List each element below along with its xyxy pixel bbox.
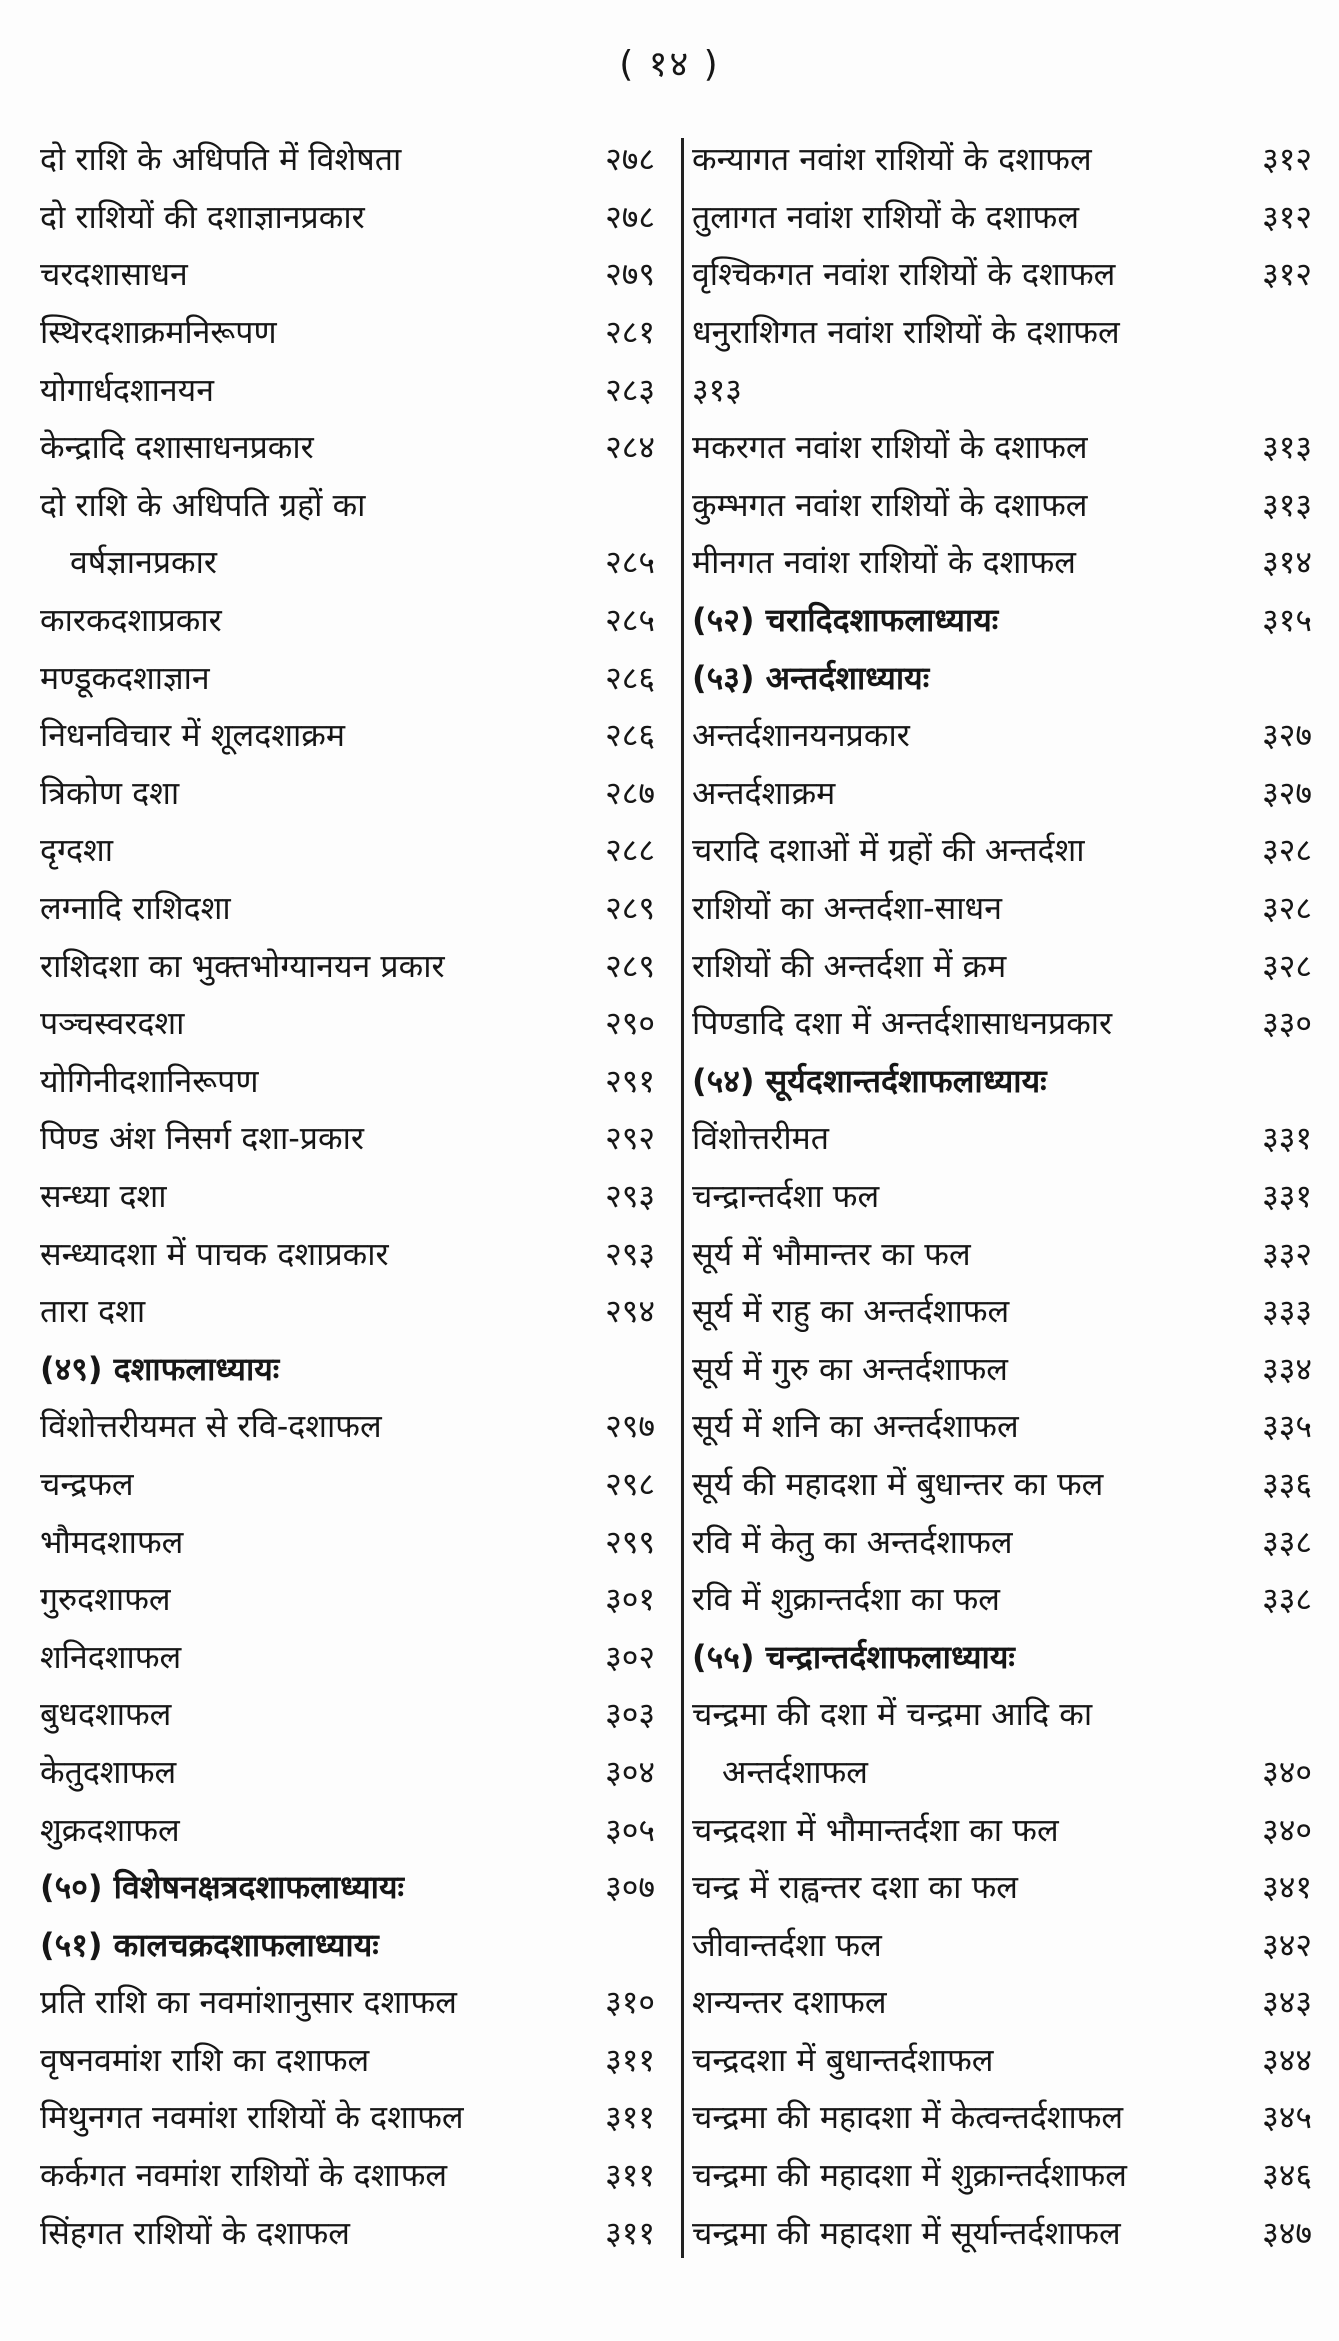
toc-entry: [40, 879, 655, 937]
toc-entry-page: ३०४: [605, 1752, 655, 1791]
toc-entry-title: (५०) विशेषनक्षत्रदशाफलाध्यायः: [40, 1868, 404, 1907]
toc-entry-title: (४९) दशाफलाध्यायः: [40, 1349, 280, 1388]
toc-entry: [692, 994, 1312, 1052]
toc-entry-title: चन्द्रमा की महादशा में केत्वन्तर्दशाफल: [692, 2098, 1124, 2137]
toc-entry-page: ३३४: [1262, 1349, 1312, 1388]
toc-entry-page: ३१०: [605, 1983, 655, 2022]
toc-entry-title: निधनविचार में शूलदशाक्रम: [40, 716, 345, 755]
toc-entry-title: सूर्य में गुरु का अन्तर्दशाफल: [692, 1349, 1008, 1388]
toc-entry-page: २९७: [605, 1407, 655, 1446]
toc-entry-page: २८९: [605, 946, 655, 985]
toc-entry-title: प्रति राशि का नवमांशानुसार दशाफल: [40, 1983, 457, 2022]
toc-entry: [40, 245, 655, 303]
toc-entry: [692, 1339, 1312, 1397]
toc-entry: [40, 188, 655, 246]
page-number: ( १४ ): [619, 44, 720, 85]
toc-entry-title: (५३) अन्तर्दशाध्यायः: [692, 658, 930, 697]
toc-entry-page: २८३: [605, 370, 655, 409]
toc-entry-title: लग्नादि राशिदशा: [40, 889, 231, 928]
toc-entry-page: २९८: [605, 1464, 655, 1503]
toc-entry: [40, 706, 655, 764]
toc-entry-title: मकरगत नवांश राशियों के दशाफल: [692, 428, 1088, 467]
toc-entry-title: जीवान्तर्दशा फल: [692, 1925, 882, 1964]
toc-entry: [692, 1570, 1312, 1628]
toc-entry-page: २९३: [605, 1176, 655, 1215]
toc-entry-page: २९३: [605, 1234, 655, 1273]
toc-entry: [692, 2031, 1312, 2089]
toc-entry-title: चन्द्रफल: [40, 1464, 134, 1503]
toc-entry: [40, 1282, 655, 1340]
toc-entry-title: दो राशि के अधिपति ग्रहों का: [40, 485, 366, 524]
toc-entry: [692, 1224, 1312, 1282]
toc-entry-title: (५४) सूर्यदशान्तर्दशाफलाध्यायः: [692, 1061, 1047, 1100]
toc-entry-page: ३४७: [1262, 2213, 1312, 2252]
toc-entry-title: दो राशियों की दशाज्ञानप्रकार: [40, 197, 365, 236]
toc-entry: [40, 1167, 655, 1225]
toc-entry: [692, 1512, 1312, 1570]
toc-entry-page: २९२: [605, 1119, 655, 1158]
toc-entry-page: २८६: [605, 716, 655, 755]
toc-entry: [40, 1685, 655, 1743]
toc-entry: [692, 764, 1312, 822]
toc-entry: [40, 821, 655, 879]
toc-entry-title: बुधदशाफल: [40, 1695, 172, 1734]
toc-entry: [40, 1800, 655, 1858]
toc-entry: [692, 2203, 1312, 2261]
toc-entry-page: ३४४: [1262, 2040, 1312, 2079]
toc-entry-page: २८५: [605, 601, 655, 640]
toc-entry: [692, 1973, 1312, 2031]
toc-entry-title: त्रिकोण दशा: [40, 773, 180, 812]
toc-entry-page: ३४२: [1262, 1925, 1312, 1964]
column-divider: [681, 138, 684, 2258]
toc-entry-page: ३०३: [605, 1695, 655, 1734]
chapter-heading: [692, 648, 1312, 706]
toc-entry-title: तुलागत नवांश राशियों के दशाफल: [692, 197, 1080, 236]
toc-entry-title: चन्द्रमा की महादशा में शुक्रान्तर्दशाफल: [692, 2156, 1127, 2195]
toc-entry-page: २८५: [605, 543, 655, 582]
toc-entry: [692, 360, 1312, 418]
toc-entry-page: ३२८: [1262, 946, 1312, 985]
toc-entry: [692, 1109, 1312, 1167]
toc-entry-title: दृग्दशा: [40, 831, 114, 870]
toc-entry-page: ३१२: [1262, 140, 1312, 179]
toc-entry: [40, 533, 655, 591]
toc-entry-page: ३०१: [605, 1580, 655, 1619]
toc-entry-page: ३०५: [605, 1810, 655, 1849]
toc-entry-title: भौमदशाफल: [40, 1522, 184, 1561]
toc-entry-title: विंशोत्तरीमत: [692, 1119, 829, 1158]
toc-entry-page: ३३२: [1262, 1234, 1312, 1273]
toc-entry-page: ३१५: [1262, 601, 1312, 640]
chapter-heading: [692, 1627, 1312, 1685]
toc-entry-page: २८८: [605, 831, 655, 870]
toc-entry: [692, 476, 1312, 534]
right-column: [692, 130, 1312, 2261]
toc-entry: [40, 1109, 655, 1167]
toc-entry-title: गुरुदशाफल: [40, 1580, 171, 1619]
toc-entry: [40, 2088, 655, 2146]
toc-entry-page: २८९: [605, 889, 655, 928]
toc-entry-title: कुम्भगत नवांश राशियों के दशाफल: [692, 485, 1088, 524]
chapter-heading: [40, 1915, 655, 1973]
toc-entry: [692, 1685, 1312, 1743]
toc-entry-title: वृषनवमांश राशि का दशाफल: [40, 2040, 370, 2079]
toc-entry-page: २९४: [605, 1292, 655, 1331]
toc-entry: [692, 1167, 1312, 1225]
toc-entry: [40, 1973, 655, 2031]
toc-entry-title: कारकदशाप्रकार: [40, 601, 222, 640]
toc-entry-title: केतुदशाफल: [40, 1752, 177, 1791]
toc-entry-page: ३१३: [1262, 428, 1312, 467]
toc-entry-page: ३११: [605, 2040, 655, 2079]
toc-entry-page: ३१२: [1262, 197, 1312, 236]
toc-entry: [692, 706, 1312, 764]
toc-entry-title: चन्द्र में राह्वन्तर दशा का फल: [692, 1868, 1018, 1907]
toc-entry: [40, 476, 655, 534]
toc-entry-title: शनिदशाफल: [40, 1637, 182, 1676]
toc-entry-page: ३४०: [1262, 1752, 1312, 1791]
toc-entry-page: ३२८: [1262, 889, 1312, 928]
toc-entry-page: २७९: [605, 255, 655, 294]
toc-entry-title: (५५) चन्द्रान्तर्दशाफलाध्यायः: [692, 1637, 1015, 1676]
toc-entry-title: सन्ध्या दशा: [40, 1176, 167, 1215]
toc-entry-title: कन्यागत नवांश राशियों के दशाफल: [692, 140, 1092, 179]
chapter-heading: [40, 1858, 655, 1916]
toc-entry-title: पिण्डादि दशा में अन्तर्दशासाधनप्रकार: [692, 1004, 1113, 1043]
toc-entry-page: २९१: [605, 1061, 655, 1100]
toc-entry-page: ३१४: [1262, 543, 1312, 582]
toc-entry-title: ३१३: [692, 370, 742, 409]
toc-entry-title: चरादि दशाओं में ग्रहों की अन्तर्दशा: [692, 831, 1085, 870]
toc-entry: [692, 533, 1312, 591]
toc-entry-page: ३३८: [1262, 1522, 1312, 1561]
toc-entry: [40, 1052, 655, 1110]
toc-entry-page: ३०२: [605, 1637, 655, 1676]
toc-entry: [692, 245, 1312, 303]
toc-entry-title: राशियों की अन्तर्दशा में क्रम: [692, 946, 1007, 985]
toc-entry-title: सूर्य में राहु का अन्तर्दशाफल: [692, 1292, 1010, 1331]
toc-entry-page: ३४०: [1262, 1810, 1312, 1849]
toc-entry-page: ३४६: [1262, 2156, 1312, 2195]
toc-entry-title: मीनगत नवांश राशियों के दशाफल: [692, 543, 1076, 582]
toc-entry-page: ३१३: [1262, 485, 1312, 524]
toc-entry-title: रवि में शुक्रान्तर्दशा का फल: [692, 1580, 1000, 1619]
toc-entry: [692, 821, 1312, 879]
toc-entry: [40, 2203, 655, 2261]
toc-entry-page: ३२७: [1262, 773, 1312, 812]
toc-entry: [692, 1858, 1312, 1916]
toc-entry-page: ३११: [605, 2213, 655, 2252]
toc-entry: [40, 994, 655, 1052]
toc-entry: [40, 1224, 655, 1282]
toc-entry-title: योगार्धदशानयन: [40, 370, 214, 409]
toc-entry-title: चन्द्रदशा में भौमान्तर्दशा का फल: [692, 1810, 1059, 1849]
toc-entry: [40, 1397, 655, 1455]
toc-entry-page: ३२८: [1262, 831, 1312, 870]
toc-entry-title: पिण्ड अंश निसर्ग दशा-प्रकार: [40, 1119, 364, 1158]
toc-entry-page: ३३५: [1262, 1407, 1312, 1446]
toc-entry: [40, 591, 655, 649]
toc-entry-title: विंशोत्तरीयमत से रवि-दशाफल: [40, 1407, 382, 1446]
toc-entry-title: रवि में केतु का अन्तर्दशाफल: [692, 1522, 1013, 1561]
toc-entry-title: तारा दशा: [40, 1292, 146, 1331]
toc-entry-title: मिथुनगत नवमांश राशियों के दशाफल: [40, 2098, 464, 2137]
toc-entry-title: (५१) कालचक्रदशाफलाध्यायः: [40, 1925, 379, 1964]
toc-entry-page: ३४५: [1262, 2098, 1312, 2137]
toc-entry-page: २९०: [605, 1004, 655, 1043]
toc-entry-title: अन्तर्दशाक्रम: [692, 773, 836, 812]
toc-entry-title: पञ्चस्वरदशा: [40, 1004, 185, 1043]
toc-entry-page: ३३०: [1262, 1004, 1312, 1043]
toc-entry: [692, 303, 1312, 361]
toc-entry: [692, 188, 1312, 246]
toc-entry: [40, 360, 655, 418]
toc-entry: [40, 936, 655, 994]
toc-entry-title: चन्द्रान्तर्दशा फल: [692, 1176, 880, 1215]
toc-entry-title: योगिनीदशानिरूपण: [40, 1061, 259, 1100]
toc-entry-page: ३०७: [605, 1868, 655, 1907]
toc-entry: [40, 1455, 655, 1513]
toc-entry: [40, 648, 655, 706]
toc-entry: [692, 1455, 1312, 1513]
toc-entry-title: वर्षज्ञानप्रकार: [70, 543, 218, 582]
toc-entry: [692, 1915, 1312, 1973]
toc-entry-page: २८७: [605, 773, 655, 812]
toc-entry-page: ३४३: [1262, 1983, 1312, 2022]
toc-entry-title: वृश्चिकगत नवांश राशियों के दशाफल: [692, 255, 1116, 294]
toc-entry-page: ३११: [605, 2156, 655, 2195]
chapter-heading: [692, 591, 1312, 649]
toc-entry: [692, 418, 1312, 476]
toc-entry-title: सिंहगत राशियों के दशाफल: [40, 2213, 350, 2252]
toc-entry-page: २८६: [605, 658, 655, 697]
toc-entry: [692, 1397, 1312, 1455]
toc-entry-page: २८१: [605, 313, 655, 352]
toc-entry: [40, 1512, 655, 1570]
toc-entry-title: चरदशासाधन: [40, 255, 188, 294]
chapter-heading: [40, 1339, 655, 1397]
toc-entry: [40, 2146, 655, 2204]
toc-entry-title: राशिदशा का भुक्तभोग्यानयन प्रकार: [40, 946, 445, 985]
chapter-heading: [692, 1052, 1312, 1110]
toc-entry-title: कर्कगत नवमांश राशियों के दशाफल: [40, 2156, 448, 2195]
toc-entry: [40, 303, 655, 361]
toc-entry-title: सूर्य में शनि का अन्तर्दशाफल: [692, 1407, 1019, 1446]
toc-entry-title: स्थिरदशाक्रमनिरूपण: [40, 313, 277, 352]
toc-entry-page: २८४: [605, 428, 655, 467]
toc-entry: [692, 936, 1312, 994]
toc-entry-title: राशियों का अन्तर्दशा-साधन: [692, 889, 1002, 928]
toc-entry-title: सूर्य की महादशा में बुधान्तर का फल: [692, 1464, 1104, 1503]
toc-entry: [692, 2146, 1312, 2204]
toc-entry-title: केन्द्रादि दशासाधनप्रकार: [40, 428, 314, 467]
toc-entry: [40, 130, 655, 188]
toc-entry: [692, 1800, 1312, 1858]
toc-entry-page: ३३१: [1262, 1176, 1312, 1215]
toc-entry-page: २९९: [605, 1522, 655, 1561]
toc-entry-title: सूर्य में भौमान्तर का फल: [692, 1234, 971, 1273]
toc-entry-title: चन्द्रमा की दशा में चन्द्रमा आदि का: [692, 1695, 1093, 1734]
toc-entry-page: २७८: [605, 140, 655, 179]
toc-entry-title: धनुराशिगत नवांश राशियों के दशाफल: [692, 313, 1120, 352]
toc-entry: [692, 1282, 1312, 1340]
toc-entry-page: २७८: [605, 197, 655, 236]
toc-entry-title: सन्ध्यादशा में पाचक दशाप्रकार: [40, 1234, 389, 1273]
left-column: [40, 130, 655, 2261]
toc-entry-page: ३१२: [1262, 255, 1312, 294]
toc-entry: [40, 1743, 655, 1801]
toc-entry: [692, 879, 1312, 937]
toc-entry-title: चन्द्रदशा में बुधान्तर्दशाफल: [692, 2040, 994, 2079]
toc-entry-title: चन्द्रमा की महादशा में सूर्यान्तर्दशाफल: [692, 2213, 1121, 2252]
toc-entry-title: अन्तर्दशानयनप्रकार: [692, 716, 910, 755]
toc-entry: [40, 418, 655, 476]
toc-entry: [40, 1627, 655, 1685]
toc-entry: [692, 1743, 1312, 1801]
toc-entry-title: शन्यन्तर दशाफल: [692, 1983, 887, 2022]
toc-entry: [40, 764, 655, 822]
toc-entry-title: अन्तर्दशाफल: [722, 1752, 868, 1791]
toc-entry-title: मण्डूकदशाज्ञान: [40, 658, 210, 697]
toc-entry-page: ३२७: [1262, 716, 1312, 755]
toc-entry: [40, 2031, 655, 2089]
toc-entry-page: ३४१: [1262, 1868, 1312, 1907]
toc-entry: [692, 130, 1312, 188]
toc-entry-page: ३११: [605, 2098, 655, 2137]
toc-entry-page: ३३८: [1262, 1580, 1312, 1619]
toc-entry-page: ३३६: [1262, 1464, 1312, 1503]
toc-entry-page: ३३१: [1262, 1119, 1312, 1158]
toc-entry: [40, 1570, 655, 1628]
toc-entry: [692, 2088, 1312, 2146]
toc-entry-title: (५२) चरादिदशाफलाध्यायः: [692, 601, 999, 640]
toc-entry-title: दो राशि के अधिपति में विशेषता: [40, 140, 402, 179]
toc-entry-page: ३३३: [1262, 1292, 1312, 1331]
toc-entry-title: शुक्रदशाफल: [40, 1810, 180, 1849]
